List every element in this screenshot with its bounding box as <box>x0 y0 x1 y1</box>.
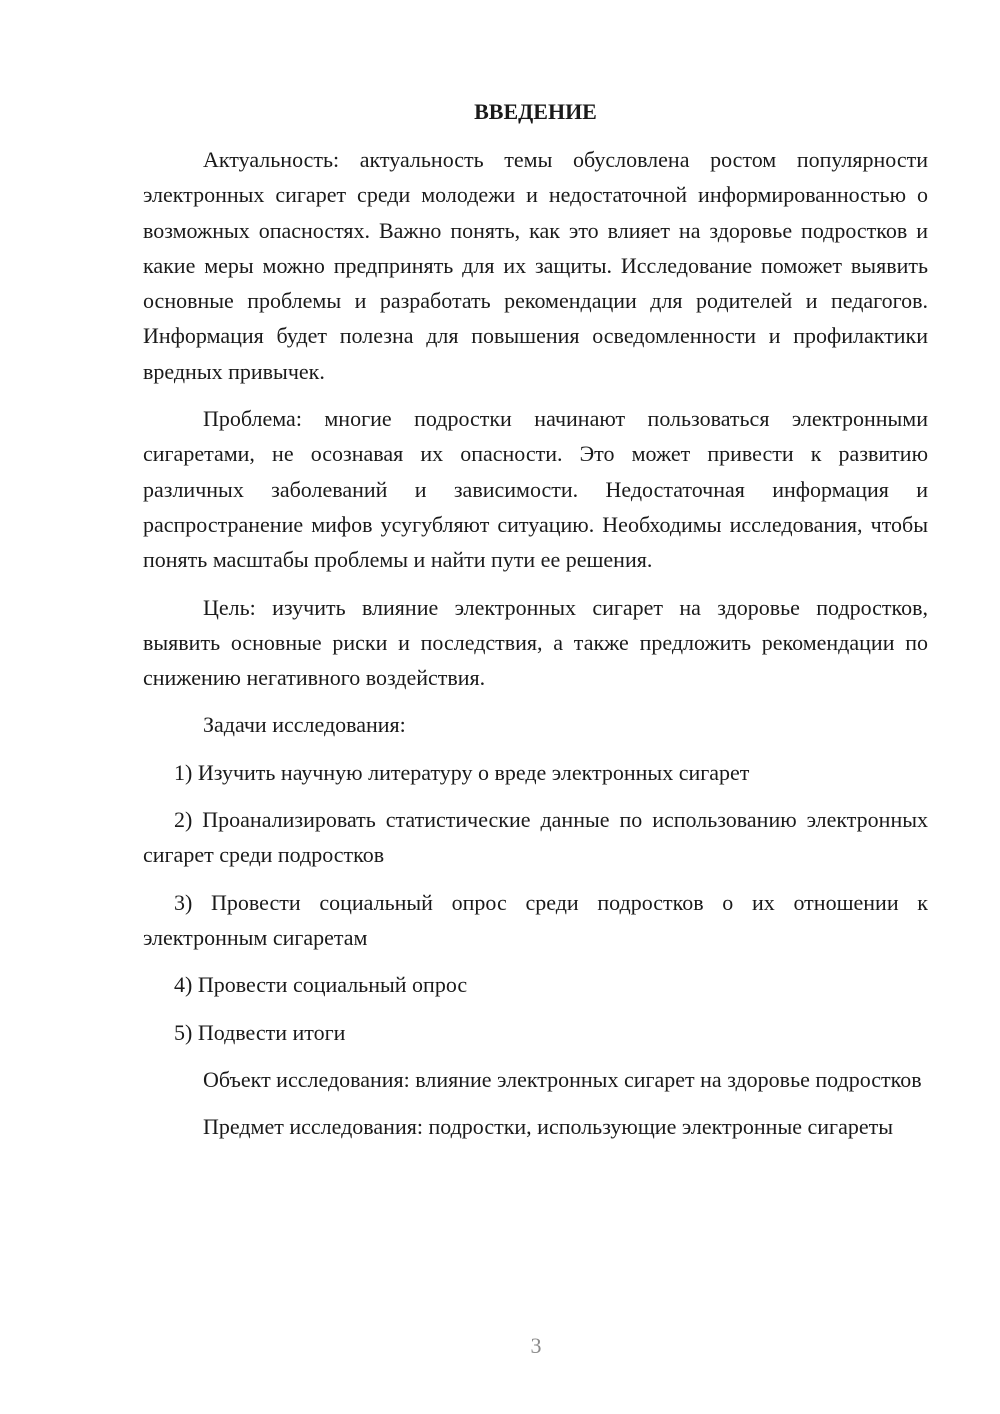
subject-paragraph: Предмет исследования: подростки, использующие электронные сигареты <box>203 1114 893 1140</box>
problem-paragraph: Проблема: многие подростки начинают пользоваться электронными сигаретами, не осознавая их опасности. Это может привести к развитию различных заболеваний и зависимости. Недостаточная информация и распространение мифов усугубляют ситуацию. Необходимы исследования, чтобы понять масштабы проблемы и найти пути ее решения. <box>143 406 928 573</box>
page-title: ВВЕДЕНИЕ <box>474 99 597 124</box>
task-item: 5) Подвести итоги <box>174 1019 346 1045</box>
object-paragraph: Объект исследования: влияние электронных сигарет на здоровье подростков <box>203 1066 922 1092</box>
tasks-heading: Задачи исследования: <box>203 712 406 738</box>
task-item: 3) Провести социальный опрос среди подростков о их отношении к электронным сигаретам <box>143 889 928 950</box>
task-item: 2) Проанализировать статистические данные по использованию электронных сигарет среди подростков <box>143 807 928 868</box>
task-item: 1) Изучить научную литературу о вреде электронных сигарет <box>174 759 750 785</box>
goal-paragraph: Цель: изучить влияние электронных сигарет на здоровье подростков, выявить основные риски и последствия, а также предложить рекомендации по снижению негативного воздействия. <box>143 594 928 691</box>
relevance-paragraph: Актуальность: актуальность темы обусловлена ростом популярности электронных сигарет среди молодежи и недостаточной информированностью о возможных опасностях. Важно понять, как это влияет на здоровье подростков и какие меры можно предпринять для их защиты. Исследование поможет выявить основные проблемы и разработать рекомендации для родителей и педагогов. Информация будет полезна для повышения осведомленности и профилактики вредных привычек. <box>143 147 928 384</box>
page-number: 3 <box>530 1333 542 1358</box>
task-item: 4) Провести социальный опрос <box>174 972 468 998</box>
page-content <box>143 94 928 1156</box>
